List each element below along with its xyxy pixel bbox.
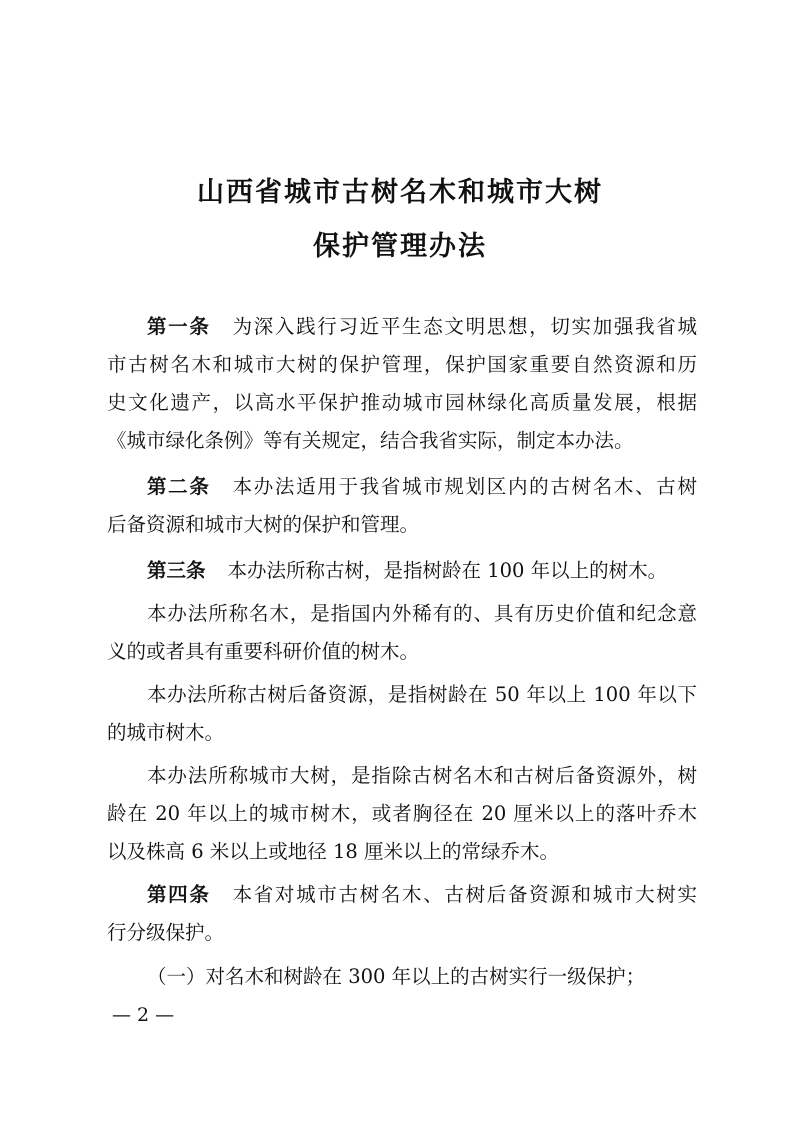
article-1-line-1 <box>147 308 697 346</box>
document-title-line-2: 保护管理办法 <box>313 231 487 262</box>
paragraph-text: 本办法所称古树，是指树龄在 100 年以上的树木。 <box>227 559 668 582</box>
page-number: — 2 — <box>112 1004 175 1026</box>
article-3-para-3-line-1: 本办法所称古树后备资源，是指树龄在 50 年以上 100 年以下 <box>147 683 697 706</box>
article-1-line-2: 市古树名木和城市大树的保护管理，保护国家重要自然资源和历 <box>107 353 697 376</box>
article-label: 第一条 <box>147 315 211 338</box>
article-label: 第四条 <box>147 883 211 906</box>
article-1-line-4: 《城市绿化条例》等有关规定，结合我省实际，制定本办法。 <box>107 429 634 452</box>
document-title-line-1: 山西省城市古树名木和城市大树 <box>197 177 603 208</box>
article-1-line-3: 史文化遗产，以高水平保护推动城市园林绿化高质量发展，根据 <box>107 391 697 414</box>
article-3-para-3-line-2: 的城市树木。 <box>107 721 225 744</box>
article-3-para-4-line-2: 龄在 20 年以上的城市树木，或者胸径在 20 厘米以上的落叶乔木 <box>107 802 697 825</box>
paragraph-text: 本办法适用于我省城市规划区内的古树名木、古树 <box>232 475 697 498</box>
article-3-para-4-line-1: 本办法所称城市大树，是指除古树名木和古树后备资源外，树 <box>147 764 697 787</box>
article-3-para-2-line-1: 本办法所称名木，是指国内外稀有的、具有历史价值和纪念意 <box>147 602 697 625</box>
paragraph-text: 本省对城市古树名木、古树后备资源和城市大树实 <box>232 883 697 906</box>
article-4-line-1 <box>147 876 697 914</box>
article-4-item-1: （一）对名木和树龄在 300 年以上的古树实行一级保护； <box>147 965 646 988</box>
article-3-para-2-line-2: 义的或者具有重要科研价值的树木。 <box>107 640 420 663</box>
article-2-line-2: 后备资源和城市大树的保护和管理。 <box>107 513 420 536</box>
article-3-line-1 <box>147 552 697 590</box>
article-3-para-4-line-3: 以及株高 6 米以上或地径 18 厘米以上的常绿乔木。 <box>107 840 560 863</box>
article-label: 第二条 <box>147 475 211 498</box>
paragraph-text: 为深入践行习近平生态文明思想，切实加强我省城 <box>232 315 697 338</box>
article-label: 第三条 <box>147 559 206 582</box>
article-4-line-2: 行分级保护。 <box>107 921 225 944</box>
article-2-line-1 <box>147 468 697 506</box>
